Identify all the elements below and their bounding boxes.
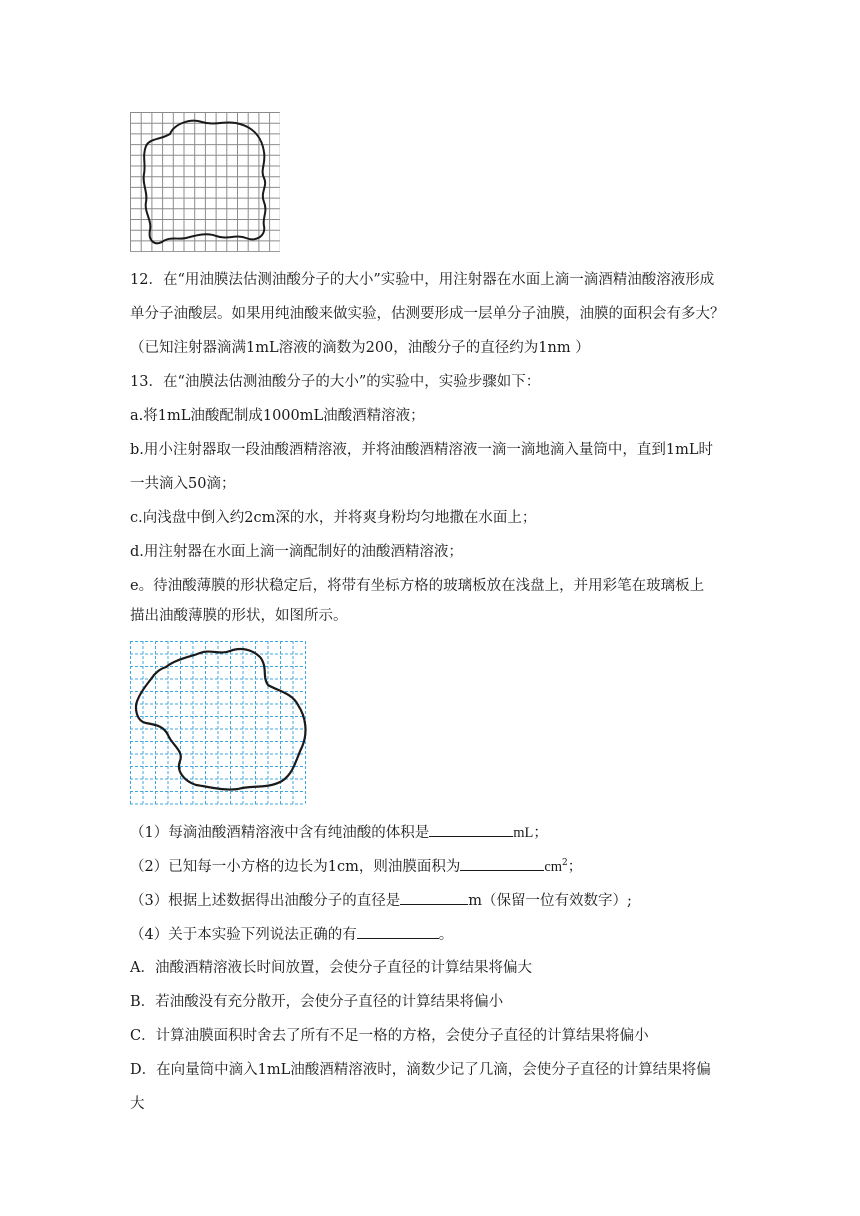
q13-sub-2 (130, 856, 582, 877)
q12-line-2: 单分子油酸层。如果用纯油酸来做实验，估测要形成一层单分子油膜，油膜的面积会有多大？ (130, 306, 725, 322)
q13-sub-2-prefix: （2）已知每一小方格的边长为1cm，则油膜面积为 (130, 859, 461, 875)
q13-sub-1-prefix: （1）每滴油酸酒精溶液中含有纯油酸的体积是 (130, 825, 430, 841)
q13-step-c: c.向浅盘中倒入约2cm深的水，并将爽身粉均匀地撒在水面上； (130, 510, 537, 526)
q13-sub-1 (130, 822, 548, 843)
option-d-line-2: 大 (130, 1096, 145, 1112)
q12-line-1: 12．在“用油膜法估测油酸分子的大小”实验中，用注射器在水面上滴一滴酒精油酸溶液形成 (130, 272, 715, 288)
option-c: C．计算油膜面积时舍去了所有不足一格的方格，会使分子直径的计算结果将偏小 (130, 1028, 649, 1044)
q13-sub-2-unit: cm (544, 859, 563, 875)
answer-blank-3[interactable] (400, 890, 468, 905)
q13-sub-4 (130, 924, 453, 945)
q13-sub-4-suffix: 。 (438, 927, 454, 943)
q13-step-e-line-1: e。待油酸薄膜的形状稳定后，将带有坐标方格的玻璃板放在浅盘上，并用彩笔在玻璃板上 (130, 578, 705, 594)
answer-blank-2[interactable] (460, 856, 544, 871)
q13-sub-2-suffix: ； (567, 859, 583, 875)
q13-sub-1-suffix: mL； (513, 825, 548, 841)
answer-blank-1[interactable] (429, 822, 513, 837)
q13-step-b-line-1: b.用小注射器取一段油酸酒精溶液，并将油酸酒精溶液一滴一滴地滴入量筒中，直到1mL时 (130, 442, 713, 458)
q13-sub-4-prefix: （4）关于本实验下列说法正确的有 (130, 927, 357, 943)
q13-intro: 13．在“油膜法估测油酸分子的大小”的实验中，实验步骤如下： (130, 374, 541, 390)
q13-step-d: d.用注射器在水面上滴一滴配制好的油酸酒精溶液； (130, 544, 463, 560)
q13-sub-3-prefix: （3）根据上述数据得出油酸分子的直径是 (130, 893, 401, 909)
q13-step-e-line-2: 描出油酸薄膜的形状，如图所示。 (130, 608, 348, 624)
oil-film-grid-figure-1 (130, 112, 280, 252)
q13-sub-3-suffix: m（保留一位有效数字）; (468, 893, 632, 909)
q13-step-a: a.将1mL油酸配制成1000mL油酸酒精溶液； (130, 408, 425, 424)
q13-sub-2-sup: 2 (562, 858, 568, 869)
oil-film-outline (144, 121, 266, 244)
q13-step-b-line-2: 一共滴入50滴； (130, 476, 236, 492)
option-d-line-1: D．在向量筒中滴入1mL油酸酒精溶液时，滴数少记了几滴，会使分子直径的计算结果将偏 (130, 1062, 711, 1078)
answer-blank-4[interactable] (357, 924, 439, 939)
q13-sub-3 (130, 890, 632, 911)
option-a: A．油酸酒精溶液长时间放置，会使分子直径的计算结果将偏大 (130, 960, 532, 976)
oil-film-grid-figure-2 (130, 641, 310, 805)
grid-lines (130, 112, 280, 252)
q12-line-3: （已知注射器滴满1mL溶液的滴数为200，油酸分子的直径约为1nm ） (130, 340, 590, 356)
dashed-grid-lines (130, 641, 306, 804)
option-b: B．若油酸没有充分散开，会使分子直径的计算结果将偏小 (130, 994, 504, 1010)
